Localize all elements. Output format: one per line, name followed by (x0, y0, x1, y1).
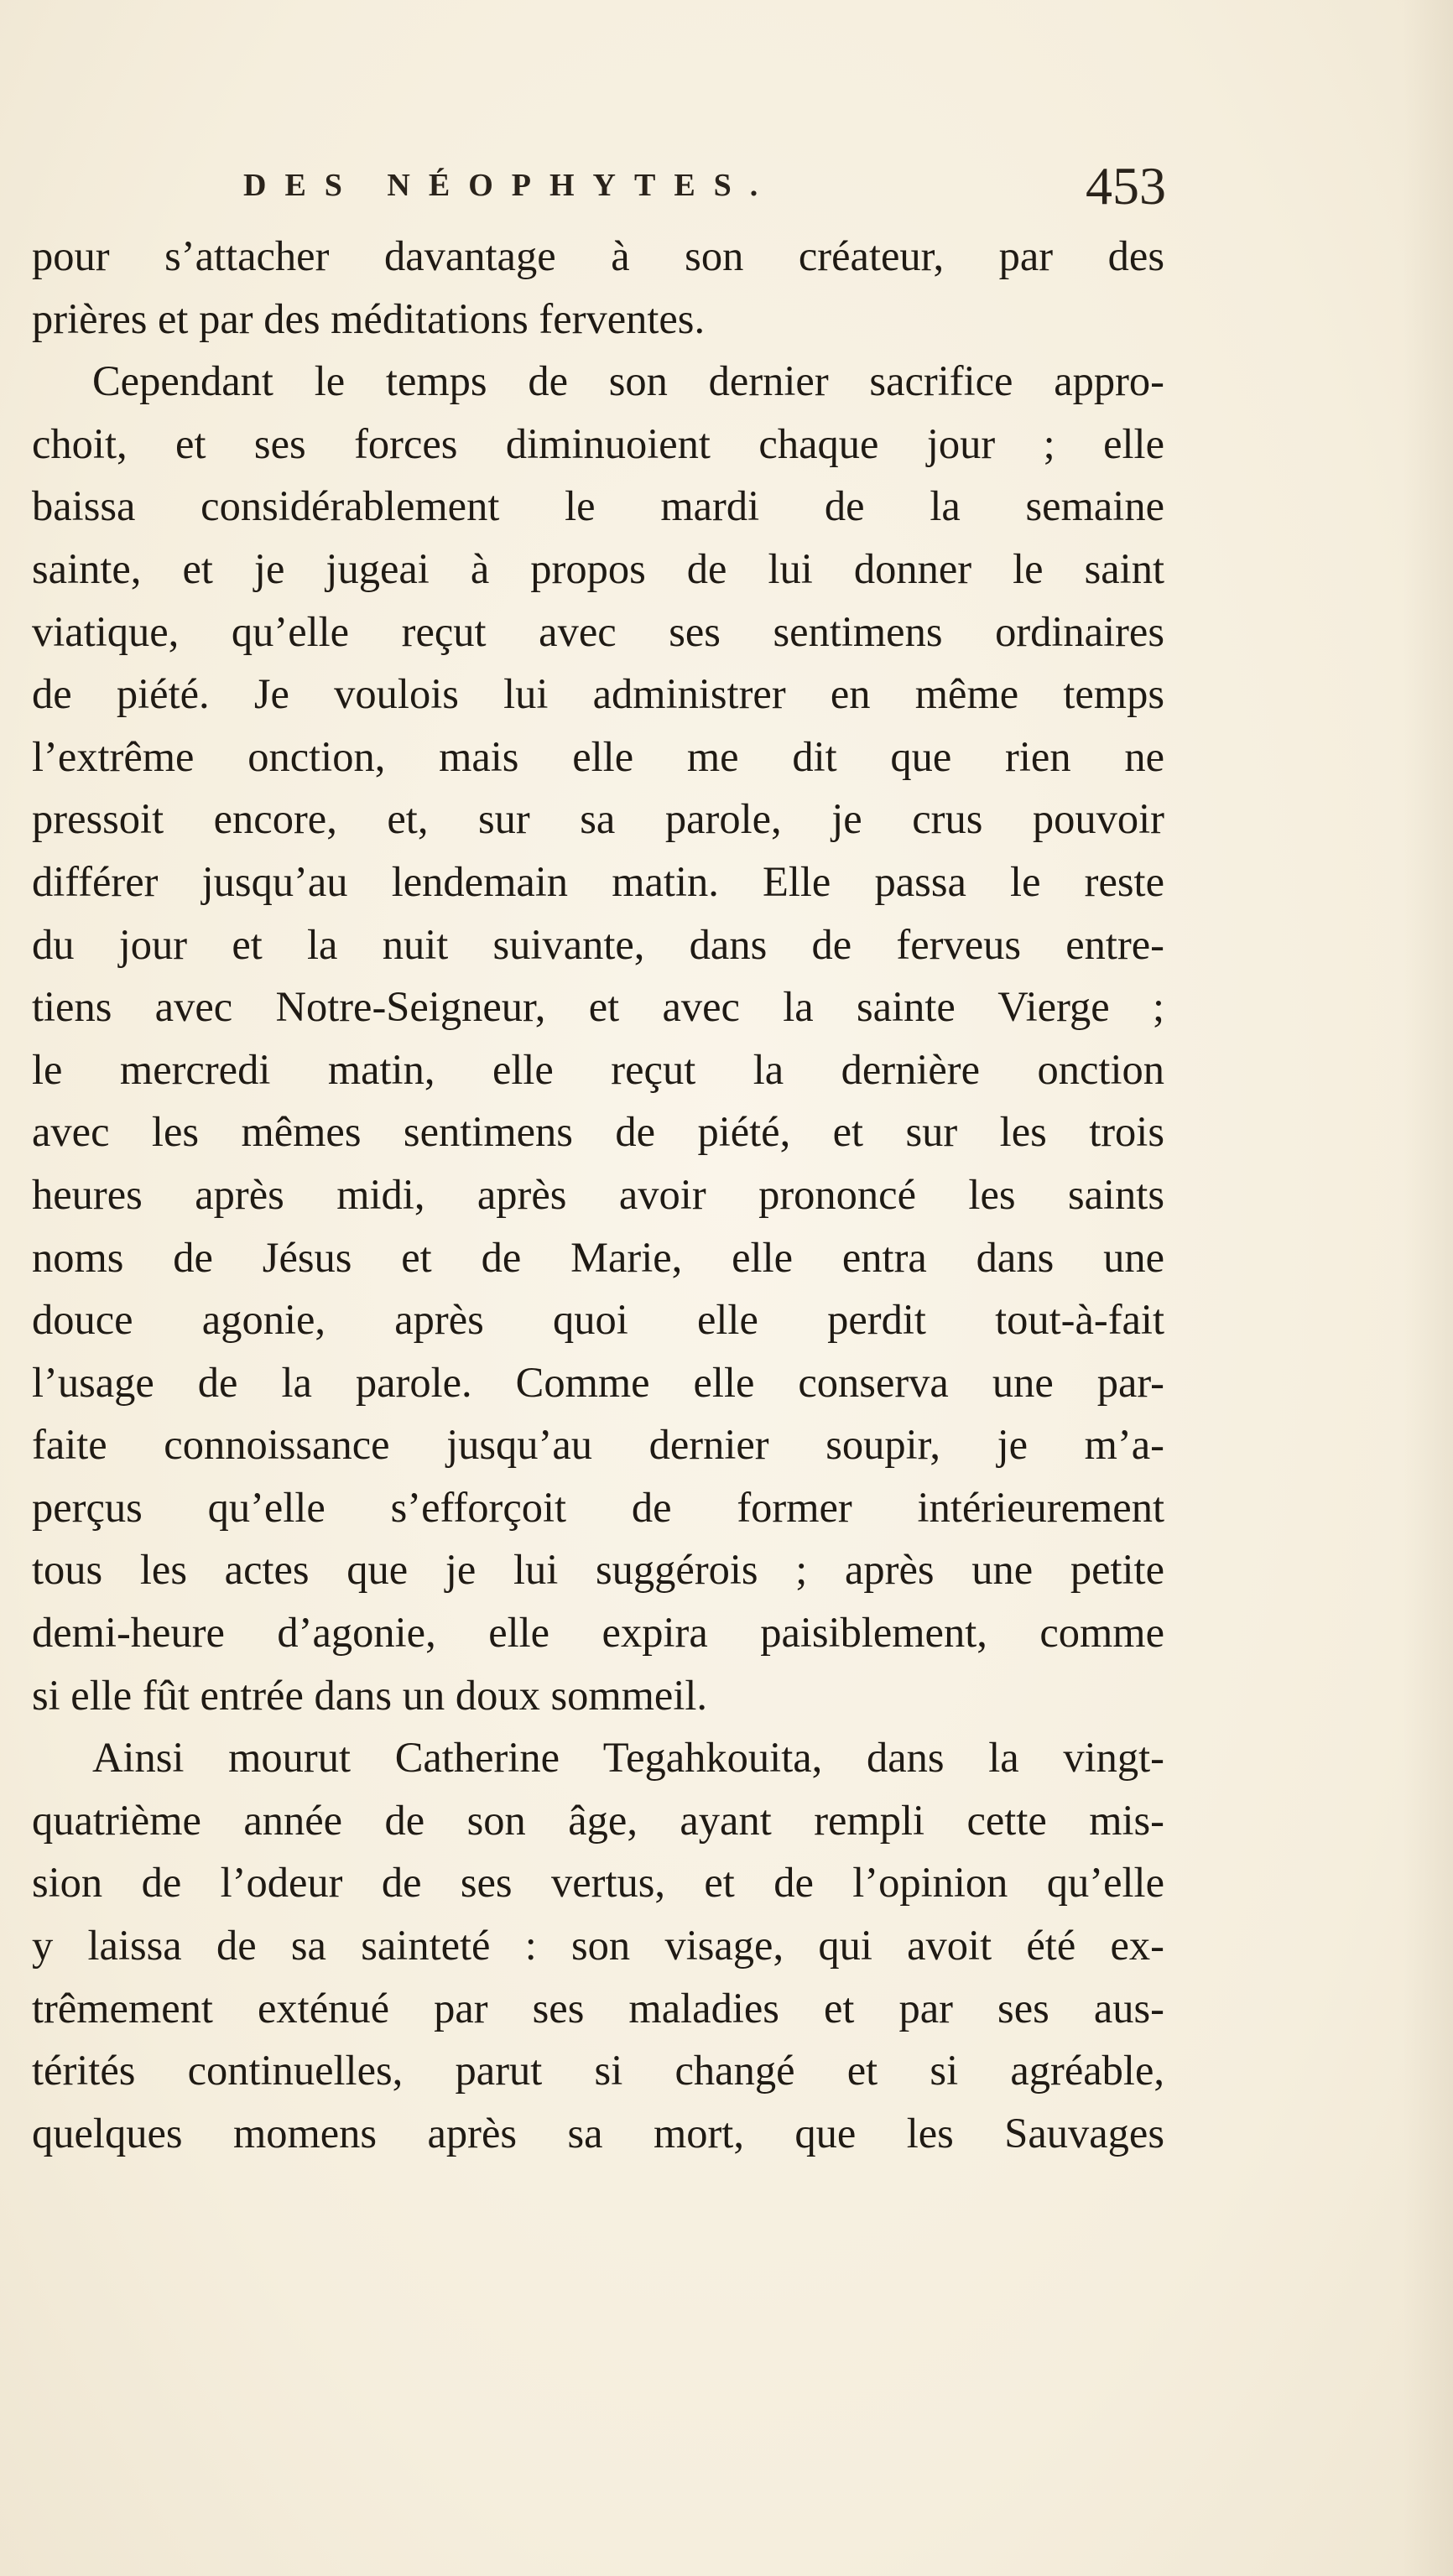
text-line: différer jusqu’au lendemain matin. Elle passa le reste (32, 857, 1164, 905)
text-line: prières et par des méditations ferventes. (32, 294, 706, 342)
text-line: noms de Jésus et de Marie, elle entra dans une (32, 1233, 1164, 1281)
body-text (32, 225, 1164, 2164)
text-line: sainte, et je jugeai à propos de lui donner le saint (32, 544, 1164, 592)
text-line: sion de l’odeur de ses vertus, et de l’opinion qu’elle (32, 1859, 1164, 1907)
text-line: pressoit encore, et, sur sa parole, je crus pouvoir (32, 795, 1164, 843)
text-line: tous les actes que je lui suggérois ; après une petite (32, 1546, 1164, 1594)
text-line: quelques momens après sa mort, que les Sauvages (32, 2109, 1164, 2157)
text-line: trêmement exténué par ses maladies et par ses aus- (32, 1984, 1164, 2032)
running-title: DES NÉOPHYTES. (243, 168, 777, 203)
text-line: viatique, qu’elle reçut avec ses sentimens ordinaires (32, 607, 1164, 655)
text-line: le mercredi matin, elle reçut la dernière onction (32, 1045, 1164, 1093)
text-line: choit, et ses forces diminuoient chaque jour ; elle (32, 419, 1164, 467)
text-line: du jour et la nuit suivante, dans de ferveus entre- (32, 920, 1164, 968)
text-line: y laissa de sa sainteté : son visage, qui avoit été ex- (32, 1922, 1164, 1970)
paragraph-start-line: Cependant le temps de son dernier sacrifice appro- (92, 357, 1164, 405)
text-line: demi-heure d’agonie, elle expira paisiblement, comme (32, 1609, 1164, 1657)
text-line: tiens avec Notre-Seigneur, et avec la sainte Vierge ; (32, 983, 1164, 1031)
text-line: quatrième année de son âge, ayant rempli cette mis- (32, 1796, 1164, 1844)
page-number: 453 (1086, 156, 1166, 216)
text-line: baissa considérablement le mardi de la semaine (32, 482, 1164, 530)
text-line: heures après midi, après avoir prononcé les saints (32, 1170, 1164, 1218)
text-line: pour s’attacher davantage à son créateur, par des (32, 232, 1164, 279)
text-line: l’extrême onction, mais elle me dit que rien ne (32, 732, 1164, 780)
text-line: de piété. Je voulois lui administrer en même temps (32, 670, 1164, 718)
text-line: térités continuelles, parut si changé et si agréable, (32, 2047, 1164, 2095)
page-header (243, 155, 1166, 214)
page-edge-shadow (1403, 0, 1453, 2576)
text-line: l’usage de la parole. Comme elle conserva une par- (32, 1358, 1164, 1406)
text-line: avec les mêmes sentimens de piété, et sur les trois (32, 1108, 1164, 1156)
text-line: douce agonie, après quoi elle perdit tout-à-fait (32, 1296, 1164, 1344)
paragraph-start-line: Ainsi mourut Catherine Tegahkouita, dans la vingt- (92, 1734, 1164, 1782)
text-line: faite connoissance jusqu’au dernier soupir, je m’a- (32, 1421, 1164, 1469)
text-line: perçus qu’elle s’efforçoit de former intérieurement (32, 1483, 1164, 1531)
text-line: si elle fût entrée dans un doux sommeil. (32, 1671, 708, 1719)
